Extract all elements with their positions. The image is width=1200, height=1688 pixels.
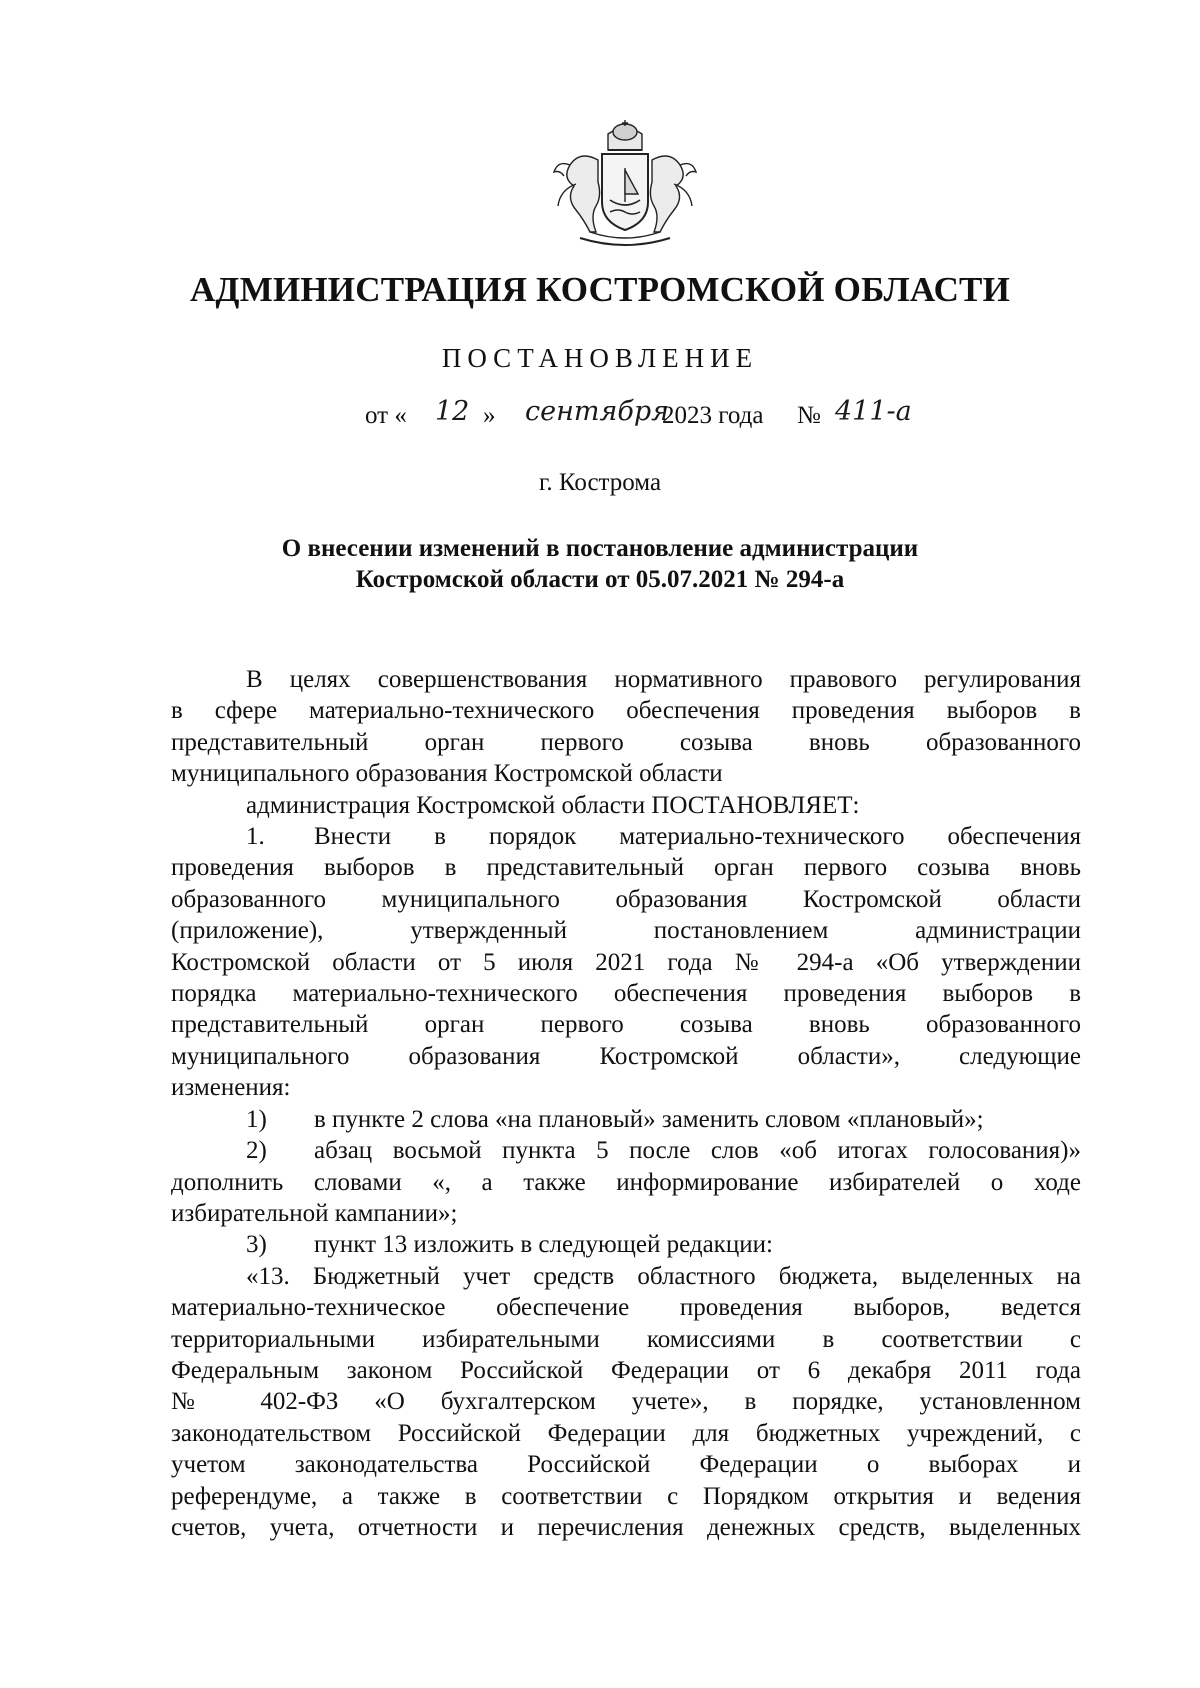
item-1-first-line: [171, 821, 1081, 852]
city: г. Кострома: [538, 469, 662, 496]
date-year: 2023 года: [662, 402, 764, 429]
text-line: законодательством Российской Федерации для бюджетных учреждений, с: [171, 1419, 1081, 1447]
text-line: в сфере материально-технического обеспечения проведения выборов в: [171, 697, 1081, 725]
handwritten-day: 12: [435, 396, 470, 427]
coat-of-arms-emblem: [540, 120, 710, 255]
handwritten-month: сентября: [525, 396, 670, 427]
text-line: дополнить словами «, а также информирование избирателей о ходе: [171, 1168, 1081, 1196]
text-line: изменения:: [171, 1074, 291, 1102]
text-line: представительный орган первого созыва вновь образованного: [171, 728, 1081, 756]
text-line: абзац восьмой пункта 5 после слов «об итогах голосования)»: [314, 1137, 1081, 1165]
text-line: представительный орган первого созыва вновь образованного: [171, 1011, 1081, 1039]
date-prefix: от «: [365, 402, 407, 429]
document-body: [171, 664, 1081, 1543]
date-day-suffix: »: [483, 402, 496, 429]
document-title: [0, 533, 1200, 595]
subitem-number: 1): [246, 1105, 267, 1133]
text-line: порядка материально-технического обеспечения проведения выборов в: [171, 980, 1081, 1008]
text-line: Костромской области от 5 июля 2021 года № 294-а «Об утверждении: [171, 948, 1081, 976]
handwritten-number: 411-а: [835, 396, 912, 427]
text-line: муниципального образования Костромской области: [171, 760, 723, 788]
document-title-line: Костромской области от 05.07.2021 № 294-а: [355, 566, 845, 593]
document-type: ПОСТАНОВЛЕНИЕ: [441, 343, 759, 373]
text-line: учетом законодательства Российской Федерации о выборах и: [171, 1451, 1081, 1479]
text-line: образованного муниципального образования Костромской области: [171, 885, 1081, 913]
subitem-number: 2): [246, 1137, 267, 1165]
text-line: (приложение), утвержденный постановлением администрации: [171, 917, 1081, 945]
text-line: проведения выборов в представительный орган первого созыва вновь: [171, 854, 1081, 882]
organization-name: АДМИНИСТРАЦИЯ КОСТРОМСКОЙ ОБЛАСТИ: [189, 270, 1011, 309]
text-line: муниципального образования Костромской области», следующие: [171, 1042, 1081, 1070]
text-line: избирательной кампании»;: [171, 1199, 458, 1227]
text-line: № 402-ФЗ «О бухгалтерском учете», в порядке, установленном: [171, 1388, 1081, 1416]
text-line: материально-техническое обеспечение проведения выборов, ведется: [171, 1294, 1081, 1322]
document-title-line: О внесении изменений в постановление администрации: [281, 535, 919, 562]
text-line: территориальными избирательными комиссиями в соответствии с: [171, 1325, 1081, 1353]
subitem-2-first-line: [171, 1135, 1081, 1166]
item-number: 1.: [246, 823, 265, 851]
subitem-1: [171, 1104, 1081, 1135]
text-line: счетов, учета, отчетности и перечисления денежных средств, выделенных: [171, 1513, 1081, 1541]
text-line: референдуме, а также в соответствии с Порядком открытия и ведения: [171, 1482, 1081, 1510]
subitem-number: 3): [246, 1231, 267, 1259]
subitem-3: [171, 1229, 1081, 1260]
text-line: Внести в порядок материально-технического обеспечения: [314, 823, 1081, 851]
text-line: Федеральным законом Российской Федерации от 6 декабря 2011 года: [171, 1356, 1081, 1384]
text-line: В целях совершенствования нормативного правового регулирования: [246, 666, 1081, 693]
decree-line: администрация Костромской области ПОСТАНОВЛЯЕТ:: [246, 791, 860, 819]
text-line: «13. Бюджетный учет средств областного бюджета, выделенных на: [246, 1262, 1081, 1290]
text-line: в пункте 2 слова «на плановый» заменить словом «плановый»;: [314, 1105, 984, 1133]
text-line: пункт 13 изложить в следующей редакции:: [314, 1231, 773, 1259]
number-sign: №: [797, 402, 821, 429]
